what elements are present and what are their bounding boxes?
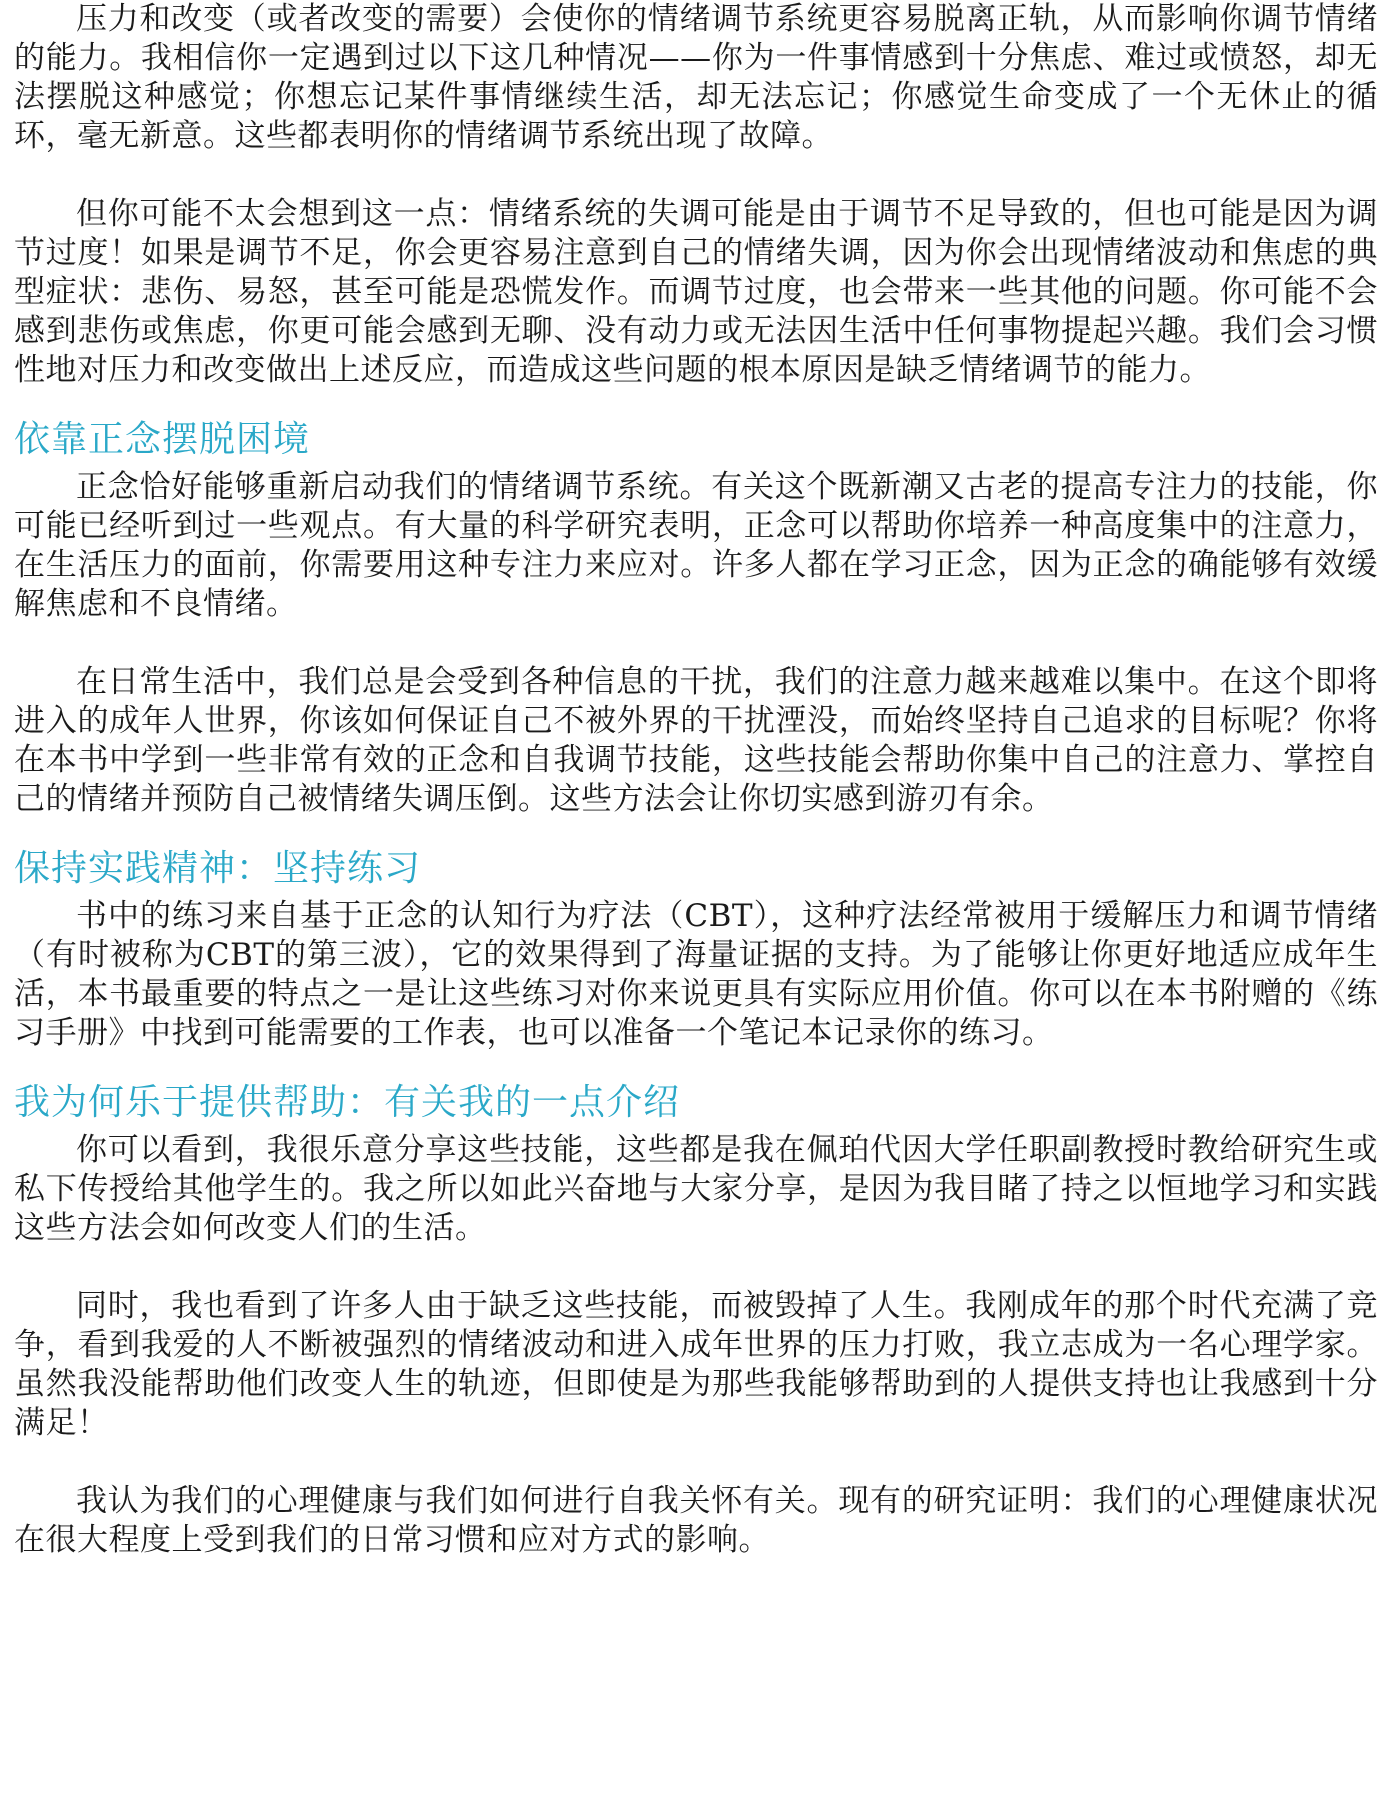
paragraph-gap [14, 624, 1378, 663]
section-heading-mindfulness: 依靠正念摆脱困境 [14, 419, 311, 460]
body-paragraph: 我认为我们的心理健康与我们如何进行自我关怀有关。现有的研究证明：我们的心理健康状况在很大程度上受到我们的日常习惯和应对方式的影响。 [14, 1483, 1378, 1558]
body-paragraph: 你可以看到，我很乐意分享这些技能，这些都是我在佩珀代因大学任职副教授时教给研究生或私下传授给其他学生的。我之所以如此兴奋地与大家分享，是因为我目睹了持之以恒地学习和实践这些方法会如何改变人们的生活。 [14, 1132, 1378, 1246]
paragraph-gap [14, 156, 1378, 195]
section-heading-about-me: 我为何乐于提供帮助：有关我的一点介绍 [14, 1082, 681, 1123]
body-paragraph: 在日常生活中，我们总是会受到各种信息的干扰，我们的注意力越来越难以集中。在这个即将进入的成年人世界，你该如何保证自己不被外界的干扰湮没，而始终坚持自己追求的目标呢？你将在本书中学到一些非常有效的正念和自我调节技能，这些技能会帮助你集中自己的注意力、掌控自己的情绪并预防自己被情绪失调压倒。这些方法会让你切实感到游刃有余。 [14, 664, 1378, 817]
paragraph-gap [14, 1443, 1378, 1482]
body-paragraph: 书中的练习来自基于正念的认知行为疗法（CBT），这种疗法经常被用于缓解压力和调节情绪（有时被称为CBT的第三波），它的效果得到了海量证据的支持。为了能够让你更好地适应成年生活，本书最重要的特点之一是让这些练习对你来说更具有实际应用价值。你可以在本书附赠的《练习手册》中找到可能需要的工作表，也可以准备一个笔记本记录你的练习。 [14, 898, 1378, 1051]
body-paragraph: 同时，我也看到了许多人由于缺乏这些技能，而被毁掉了人生。我刚成年的那个时代充满了竞争，看到我爱的人不断被强烈的情绪波动和进入成年世界的压力打败，我立志成为一名心理学家。虽然我没能帮助他们改变人生的轨迹，但即使是为那些我能够帮助到的人提供支持也让我感到十分满足！ [14, 1288, 1378, 1441]
paragraph-gap [14, 1248, 1378, 1287]
body-paragraph: 但你可能不太会想到这一点：情绪系统的失调可能是由于调节不足导致的，但也可能是因为调节过度！如果是调节不足，你会更容易注意到自己的情绪失调，因为你会出现情绪波动和焦虑的典型症状：悲伤、易怒，甚至可能是恐慌发作。而调节过度，也会带来一些其他的问题。你可能不会感到悲伤或焦虑，你更可能会感到无聊、没有动力或无法因生活中任何事物提起兴趣。我们会习惯性地对压力和改变做出上述反应，而造成这些问题的根本原因是缺乏情绪调节的能力。 [14, 196, 1378, 388]
section-heading-practice: 保持实践精神：坚持练习 [14, 848, 422, 889]
body-paragraph: 压力和改变（或者改变的需要）会使你的情绪调节系统更容易脱离正轨，从而影响你调节情绪的能力。我相信你一定遇到过以下这几种情况——你为一件事情感到十分焦虑、难过或愤怒，却无法摆脱这种感觉；你想忘记某件事情继续生活，却无法忘记；你感觉生命变成了一个无休止的循环，毫无新意。这些都表明你的情绪调节系统出现了故障。 [14, 1, 1378, 154]
body-paragraph: 正念恰好能够重新启动我们的情绪调节系统。有关这个既新潮又古老的提高专注力的技能，你可能已经听到过一些观点。有大量的科学研究表明，正念可以帮助你培养一种高度集中的注意力，在生活压力的面前，你需要用这种专注力来应对。许多人都在学习正念，因为正念的确能够有效缓解焦虑和不良情绪。 [14, 469, 1378, 622]
document-page [14, 0, 1378, 1560]
